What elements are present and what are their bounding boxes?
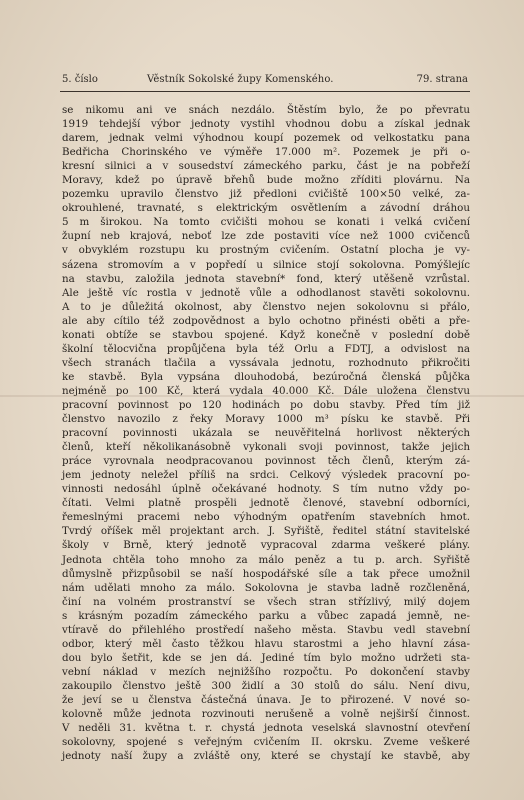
text-line: práce vyrovnala neodpracovanou povinnost těch členů, kterým zá-: [62, 455, 470, 468]
text-line: důmyslně přizpůsobil se naší hospodářské síle a tak přece umožnil: [62, 567, 470, 580]
text-line: odbor, který měl často těžkou hlavu starostmi a jeho hlavní zása-: [62, 637, 470, 650]
text-line: vební náklad v mezích nejnižšího rozpočtu. Po dokončení stavby: [62, 665, 470, 678]
text-line: na stavbu, založila jednota stavební* fond, který utěšeně vzrůstal.: [62, 272, 470, 285]
text-line: ale aby cítilo též zodpovědnost a bylo ochotno přinésti oběti a pře-: [62, 314, 470, 327]
text-line: sázena stromovím a v popředí u silnice stojí sokolovna. Pomýšlejíc: [62, 258, 470, 271]
text-line: školní tělocvična propůjčena byla též Orlu a FDTJ, a odvislost na: [62, 342, 470, 355]
text-line: dou bylo šetřit, kde se jen dá. Jediné tím bylo možno udržeti sta-: [62, 651, 470, 664]
text-line: řemeslnými pracemi nebo výhodným opatřením stavebních hmot.: [62, 511, 470, 524]
text-line: se nikomu ani ve snách nezdálo. Štěstím bylo, že po převratu: [62, 104, 470, 116]
text-line: čítati. Velmi platně prospěli jednotě členové, stavební odborníci,: [62, 497, 470, 510]
text-line: jem jednoty neležel příliš na srdci. Celkový výsledek pracovní po-: [62, 469, 470, 482]
text-line: V neděli 31. května t. r. chystá jednota veselská slavnostní otevření: [62, 722, 470, 735]
text-line: 1919 tehdejší výbor jednoty vystihl vhodnou dobu a získal jednak: [62, 118, 470, 131]
text-line: darem, jednak velmi výhodnou koupí pozemek od velkostatku pana: [62, 132, 470, 145]
text-line: v obvyklém rozstupu ku prostným cvičením. Ostatní plocha je vy-: [62, 244, 470, 257]
running-header: [62, 74, 468, 90]
text-line: školy v Brně, který jednotě vypracoval zdarma veškeré plány.: [62, 539, 470, 552]
text-line: zakoupilo členstvo ještě 300 židlí a 30 stolů do sálu. Není divu,: [62, 679, 470, 692]
text-line: Ale ještě víc rostla v jednotě vůle a odhodlanost stavěti sokolovnu.: [62, 286, 470, 299]
text-line: vinnosti nedosáhl úplně očekávané hodnoty. S tím nutno vždy po-: [62, 483, 470, 496]
text-line: pracovní povinnosti ukázala se neuvěřitelná horlivost některých: [62, 427, 470, 440]
text-line: že jeví se u členstva částečná únava. Je to přirozené. V nové so-: [62, 693, 470, 706]
text-line: všech stranách tlačila a vyssávala jednotu, rozhodnuto přikročiti: [62, 356, 470, 369]
article-body: [62, 103, 470, 763]
text-line: pracovní povinnost po 120 hodinách po dobu stavby. Před tím již: [62, 398, 470, 411]
text-line: Jednota chtěla toho mnoho za málo peněz a tu p. arch. Syřiště: [62, 553, 470, 566]
text-line: okrouhlené, travnaté, s elektrickým osvětlením a závodní dráhou: [62, 202, 470, 215]
journal-title: Věstník Sokolské župy Komenského.: [147, 74, 334, 85]
text-line: kresní silnici a v sousedství zámeckého parku, část je na pobřeží: [62, 160, 470, 173]
page-number: 79. strana: [416, 74, 468, 85]
text-line: Moravy, kdež po úpravě břehů bude možno zříditi plovárnu. Na: [62, 174, 470, 187]
text-line: sokolovny, spojené s veřejným cvičením II. okrsku. Zveme veškeré: [62, 736, 470, 749]
text-line: pozemku upravilo členstvo již předloni cvičiště 100×50 velké, za-: [62, 188, 470, 201]
text-line: nejméně po 100 Kč, která vydala 40.000 Kč. Dále uložena členstvu: [62, 384, 470, 397]
text-line: župní neb krajová, neboť lze zde postaviti více než 1000 cvičenců: [62, 230, 470, 243]
text-line: konati obtíže se stavbou spojené. Když konečně v poslední době: [62, 328, 470, 341]
text-line: ke stavbě. Byla vypsána dlouhodobá, bezúročná členská půjčka: [62, 370, 470, 383]
header-rule: [60, 91, 470, 92]
text-line: činí na volném prostranství se všech stran střízlivý, milý dojem: [62, 595, 470, 608]
text-line: jednoty naší župy a zvláště ony, které se chystají ke stavbě, aby: [62, 750, 470, 763]
text-line: členstvo navozilo z řeky Moravy 1000 m³ písku ke stavbě. Při: [62, 413, 470, 426]
text-line: Bedřicha Chorinského ve výměře 17.000 m². Pozemek je při o-: [62, 146, 470, 159]
text-line: Tvrdý oříšek měl projektant arch. J. Syřiště, ředitel státní stavitelské: [62, 525, 470, 538]
text-line: vtíravě do přilehlého prostředí našeho města. Stavbu vedl stavební: [62, 623, 470, 636]
text-line: 5 m širokou. Na tomto cvičišti mohou se konati i velká cvičení: [62, 216, 470, 229]
text-line: členů, kteří několikanásobně vykonali svoji povinnost, takže jejich: [62, 441, 470, 454]
text-line: s krásným pozadím zámeckého parku a vůbec zapadá jemně, ne-: [62, 609, 470, 622]
text-line: nám udělati mnoho za málo. Sokolovna je stavba ladně rozčleněná,: [62, 581, 470, 594]
issue-number: 5. číslo: [62, 74, 98, 85]
text-line: A to je důležitá okolnost, aby členstvo nejen sokolovnu si přálo,: [62, 300, 470, 313]
text-line: kolovně může jednota rozvinouti nerušeně a volně nejširší činnost.: [62, 708, 470, 721]
